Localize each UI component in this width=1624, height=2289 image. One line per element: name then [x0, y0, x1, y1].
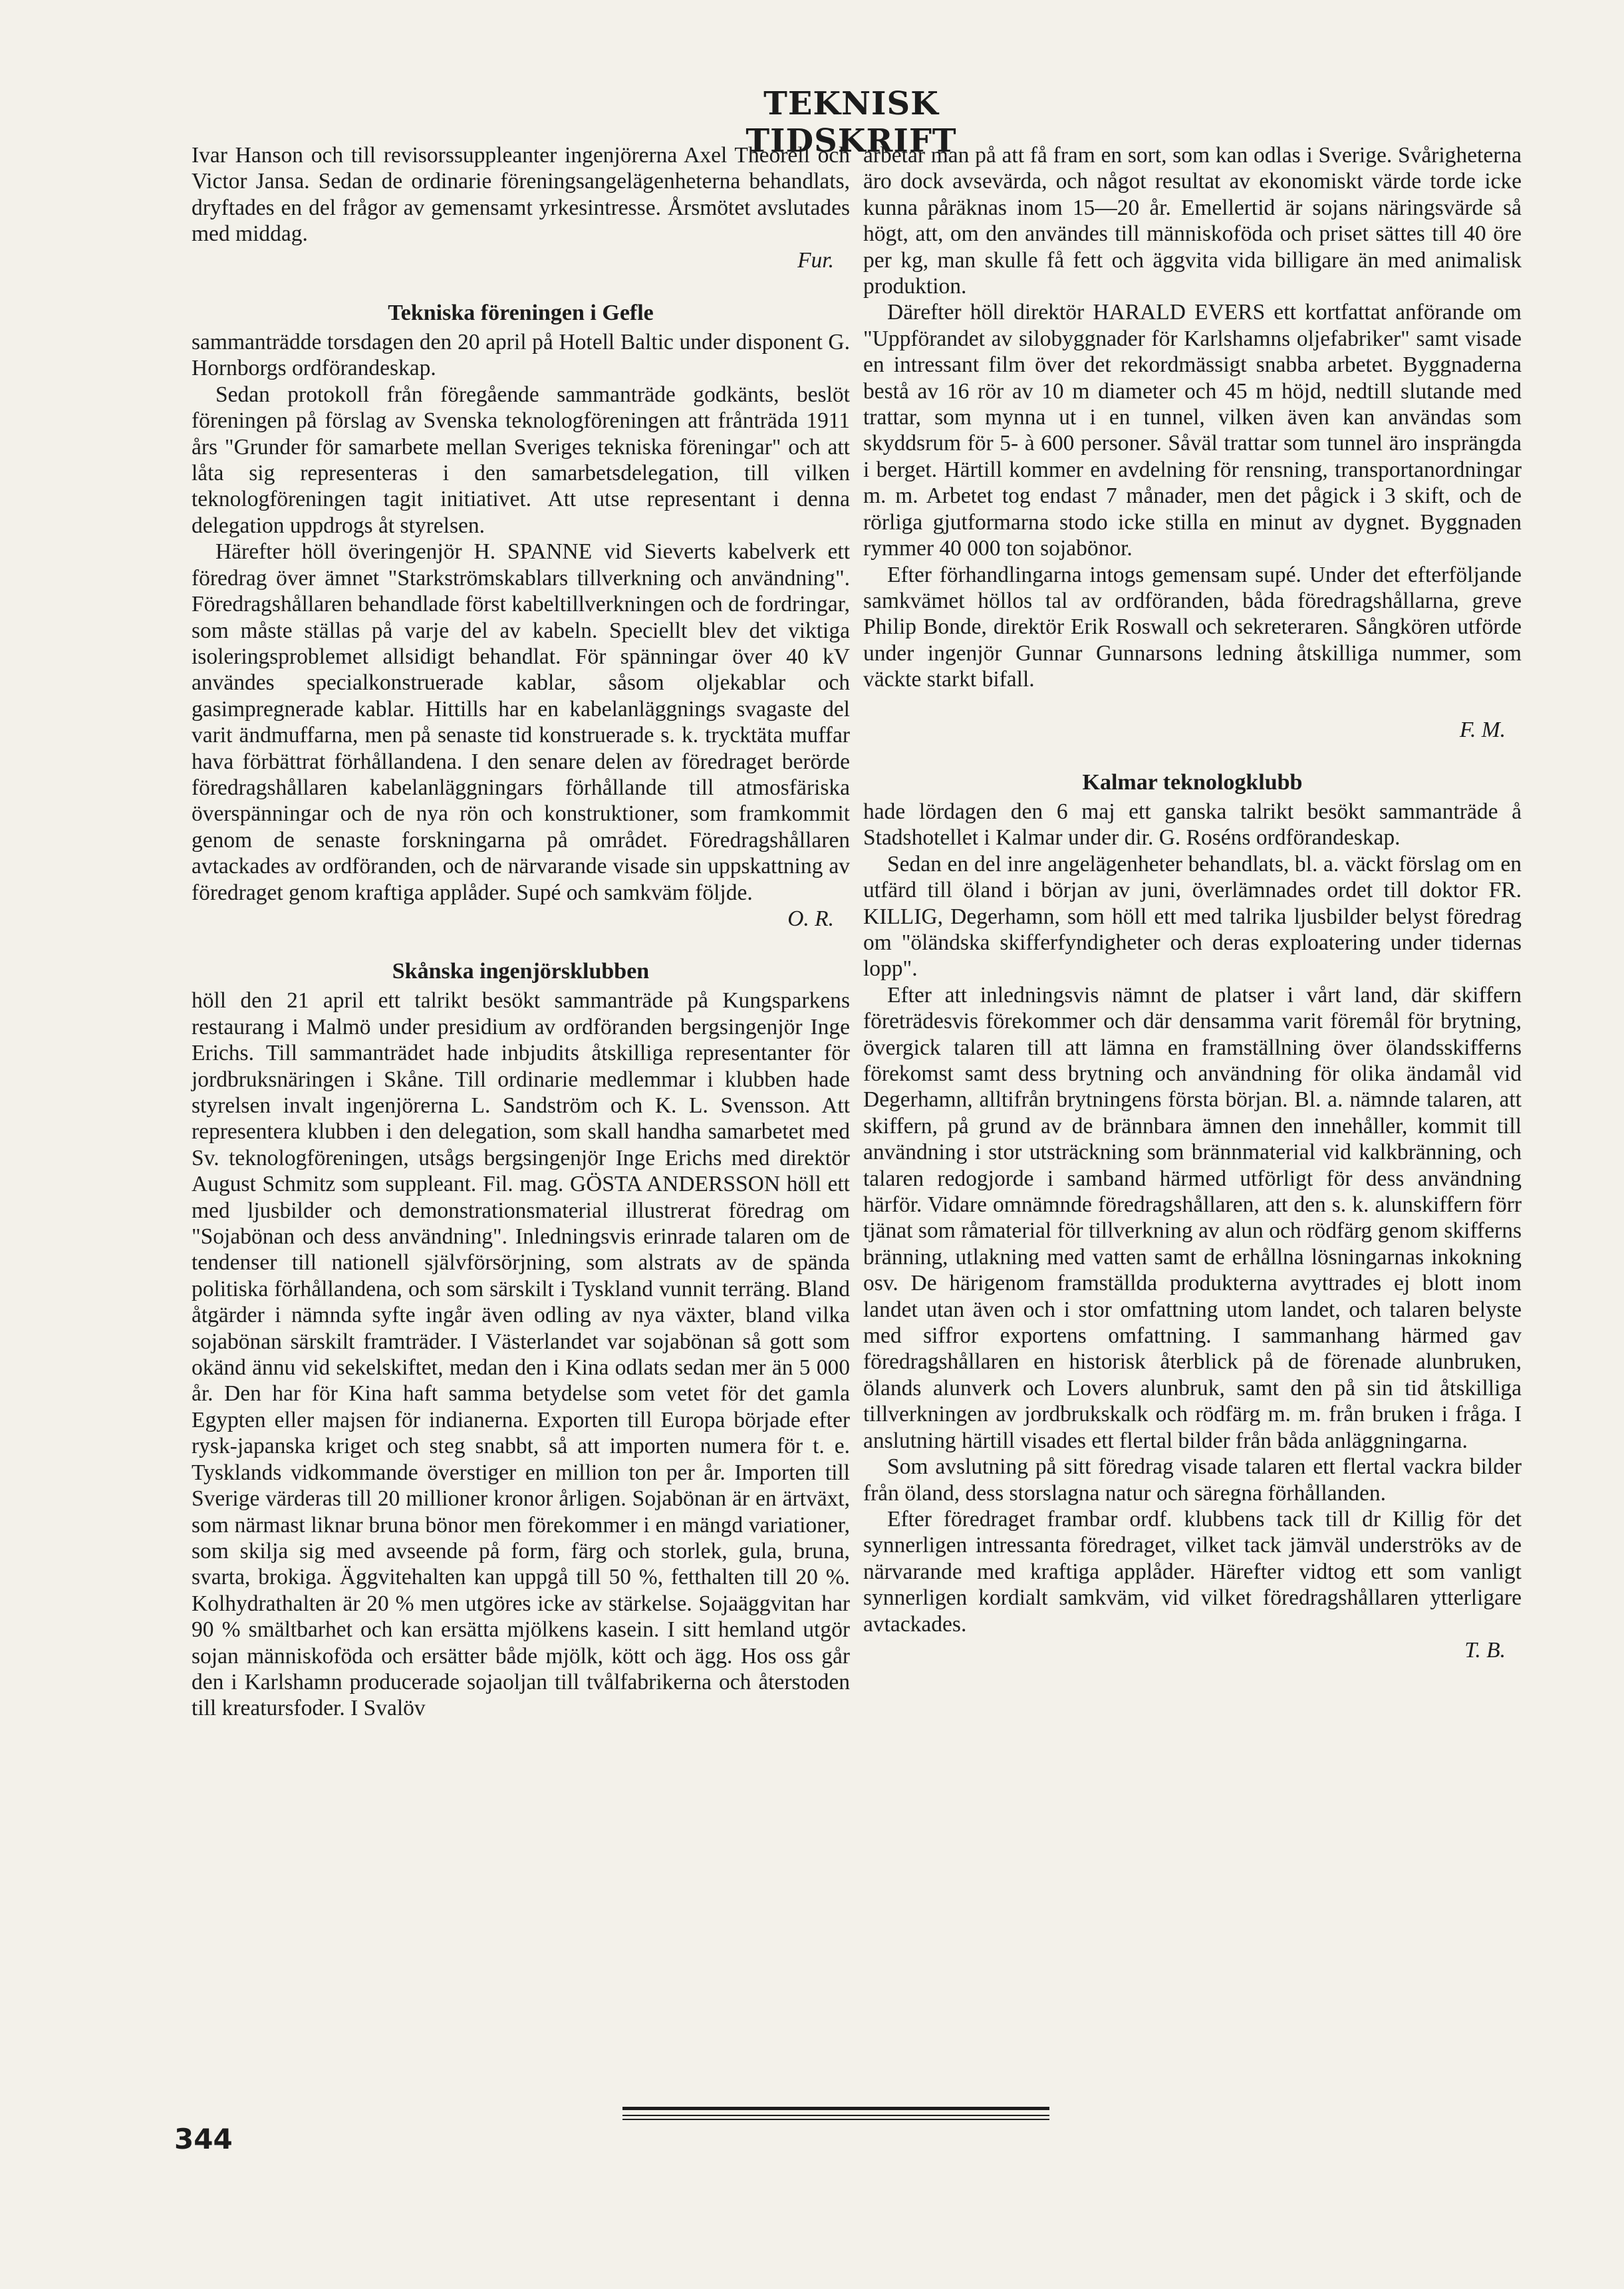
- continuation-signature: F. M.: [1459, 717, 1506, 742]
- kalmar-paragraph-1: hade lördagen den 6 maj ett ganska talrikt besökt sammanträde å Stadshotellet i Kalmar under dir. G. Roséns ordförandeskap.: [863, 799, 1522, 851]
- continuation-paragraph-1: arbetar man på att få fram en sort, som kan odlas i Sverige. Svårigheterna äro dock avsevärda, och något resultat av ekonomiskt värde torde icke kunna påräknas inom 15—20 år. Emellertid är sojans näringsvärde så högt, att, om den användes till människoföda och priset sättes till 40 öre per kg, man skulle få fett och äggvita vida billigare än med animalisk produktion.: [863, 143, 1522, 299]
- skane-paragraph: höll den 21 april ett talrikt besökt sammanträde på Kungsparkens restaurang i Malmö under presidium av ordföranden bergsingenjör Inge Erichs. Till sammanträdet hade inbjudits åtskilliga representanter för jordbruksnäringen i Skåne. Till ordinarie medlemmar i klubben hade styrelsen invalt ingenjörerna L. Sandström och K. L. Svensson. Att representera klubben i den delegation, som skall handha samarbetet med Sv. teknologföreningen, utsågs bergsingenjör Inge Erichs med direktör August Schmitz som suppleant. Fil. mag. GÖSTA ANDERSSON höll ett med ljusbilder och demonstrationsmaterial illustrerat föredrag om "Sojabönan och dess användning". Inledningsvis erinrade talaren om de tendenser till nationell självförsörjning, som alstrats av de spända politiska förhållandena, och som särskilt i Tyskland vunnit terräng. Bland åtgärder i nämnda syfte ingår även odling av nya växter, bland vilka sojabönan särskilt framträder. I Västerlandet var sojabönan så gott som okänd ännu vid sekelskiftet, medan den i Kina odlats sedan mer än 5 000 år. Den har för Kina haft samma betydelse som vetet för det gamla Egypten eller majsen för indianerna. Exporten till Europa började efter rysk-japanska kriget och steg snabbt, så att importen numera för t. e. Tysklands vidkommande överstiger en million ton per år. Importen till Sverige värderas till 20 millioner kronor årligen. Sojabönan är en ärtväxt, som närmast liknar bruna bönor men förekommer i en mängd variationer, som skilja sig med avseende på form, färg och storlek, gula, bruna, svarta, brokiga. Äggvitehalten kan uppgå till 50 %, fetthalten till 20 %. Kolhydrathalten är 20 % men utgöres icke av stärkelse. Sojaäggvitan har 90 % smältbarhet och kan ersätta mjölkens kasein. I sitt hemland utgör sojan människoföda och ersätter både mjölk, kött och ägg. Hos oss går den i Karlshamn producerade sojaoljan till tvålfabrikerna och återstoden till kreatursfoder. I Svalöv: [192, 988, 850, 1721]
- gefle-paragraph-2: Sedan protokoll från föregående sammanträde godkänts, beslöt föreningen på förslag av Svenska teknologföreningen att frånträda 1911 års "Grunder för samarbete mellan Sveriges tekniska föreningar" och att låta sig representeras i den samarbetsdelegation, till vilken teknologföreningen tagit initiativet. Att utse representant i denna delegation uppdrogs åt styrelsen.: [192, 382, 850, 538]
- page-number: 344: [174, 2123, 233, 2155]
- gefle-heading: Tekniska föreningen i Gefle: [388, 301, 654, 326]
- footer-rule-thin: [622, 2119, 1049, 2120]
- kalmar-heading: Kalmar teknologklubb: [1082, 769, 1303, 795]
- left-column: [192, 142, 850, 1722]
- masthead: TEKNISK TIDSKRIFT: [745, 85, 957, 160]
- gefle-paragraph-1: sammanträdde torsdagen den 20 april på Hotell Baltic under disponent G. Hornborgs ordförandeskap.: [192, 330, 850, 381]
- continuation-paragraph-2: Därefter höll direktör HARALD EVERS ett kortfattat anförande om "Uppförandet av silobyggnader för Karlshamns oljefabriker" samt visade en intressant film över det rekordmässigt snabba arbetet. Byggnaderna bestå av 16 rör av 10 m diameter och 45 m höjd, nedtill slutande med trattar, som mynna ut i en tunnel, vilken även kan användas som skyddsrum för 5- à 600 personer. Såväl trattar som tunnel äro insprängda i berget. Härtill kommer en avdelning för rensning, transportanordningar m. m. Arbetet tog endast 7 månader, men det pågick i 3 skift, och de rörliga gjutformarna stodo icke stilla en minut av dygnet. Byggnaden rymmer 40 000 ton sojabönor.: [863, 300, 1522, 561]
- footer-rule-thin: [622, 2115, 1049, 2116]
- intro-signature: Fur.: [797, 247, 834, 273]
- continuation-paragraph-3: Efter förhandlingarna intogs gemensam supé. Under det efterföljande samkvämet höllos tal av ordföranden, båda föredragshållarna, greve Philip Bonde, direktör Erik Roswall och sekreteraren. Sångkören utförde under ingenjör Gunnar Gunnarsons ledning åtskilliga nummer, som väckte starkt bifall.: [863, 562, 1522, 692]
- gefle-paragraph-3: Härefter höll överingenjör H. SPANNE vid Sieverts kabelverk ett föredrag över ämnet "Starkströmskablars tillverkning och användning". Föredragshållaren behandlade först kabeltillverkningen och de fordringar, som måste ställas på varje del av kabeln. Speciellt blev det viktiga isoleringsproblemet allsidigt behandlat. För spänningar över 40 kV användes specialkonstruerade kablar, såsom oljekablar och gasimpregnerade kablar. Hittills har en kabelanläggnings svagaste del varit ändmuffarna, men på senaste tid konstruerade s. k. trycktäta muffar hava förbättrat förhållandena. I den senare delen av föredraget berörde föredragshållaren kabelanläggningars förhållande till atmosfäriska överspänningar och de nya rön och konstruktioner, som framkommit genom de senaste forskningarna på området. Föredragshållaren avtackades av ordföranden, och de närvarande visade sin uppskattning av föredraget genom kraftiga applåder. Supé och samkväm följde.: [192, 539, 850, 905]
- kalmar-paragraph-5: Efter föredraget frambar ordf. klubbens tack till dr Killig för det synnerligen intressanta föredraget, vilket tack jämväl underströks av de närvarande med kraftiga applåder. Härefter vidtog ett som vanligt synnerligen kordialt samkväm, vid vilket föredragshållaren ytterligare avtackades.: [863, 1506, 1522, 1637]
- kalmar-paragraph-2: Sedan en del inre angelägenheter behandlats, bl. a. väckt förslag om en utfärd till öland i början av juni, överlämnades ordet till doktor FR. KILLIG, Degerhamn, som höll ett med talrika ljusbilder belyst föredrag om "öländska skifferfyndigheter och deras exploatering under tidernas lopp".: [863, 851, 1522, 982]
- intro-paragraph: Ivar Hanson och till revisorssuppleanter ingenjörerna Axel Theorell och Victor Jansa. Sedan de ordinarie föreningsangelägenheterna behandlats, dryftades en del frågor av gemensamt yrkesintresse. Årsmötet avslutades med middag.: [192, 143, 850, 247]
- footer-rule-thick: [622, 2107, 1049, 2110]
- gefle-signature: O. R.: [787, 906, 834, 931]
- skane-heading: Skånska ingenjörsklubben: [392, 959, 650, 984]
- kalmar-signature: T. B.: [1464, 1637, 1506, 1663]
- right-column: [863, 142, 1522, 1663]
- kalmar-paragraph-3: Efter att inledningsvis nämnt de platser i vårt land, där skiffern företrädesvis förekommer och där densamma varit föremål för brytning, övergick talaren till att lämna en framställning över ölandsskifferns förekomst samt dess brytning och användning för olika ändamål vid Degerhamn, alltifrån brytningens första början. Bl. a. nämnde talaren, att skiffern, på grund av de brännbara ämnen den innehåller, kommit till användning i stor utsträckning som brännmaterial vid kalkbränning, och talaren redogjorde i samband härmed utförligt för dess användning härför. Vidare omnämnde föredragshållaren, att den s. k. alunskiffern förr tjänat som råmaterial för tillverkning av alun och rödfärg genom skifferns bränning, utlakning med vatten samt de erhållna lösningarnas inkokning osv. De härigenom framställda produkterna avyttrades ej blott inom landet utan även och i stor omfattning utom landet, och talaren belyste med siffror exportens omfattning. I sammanhang härmed gav föredragshållaren en historisk återblick på de förenade alunbruken, ölands alunverk och Lovers alunbruk, samt den på sin tid åtskilliga tillverkningen av jordbrukskalk och rödfärg m. m. från bruken i fråga. I anslutning härtill visades ett flertal bilder från båda anläggningarna.: [863, 982, 1522, 1453]
- kalmar-paragraph-4: Som avslutning på sitt föredrag visade talaren ett flertal vackra bilder från öland, dess storslagna natur och säregna förhållanden.: [863, 1454, 1522, 1506]
